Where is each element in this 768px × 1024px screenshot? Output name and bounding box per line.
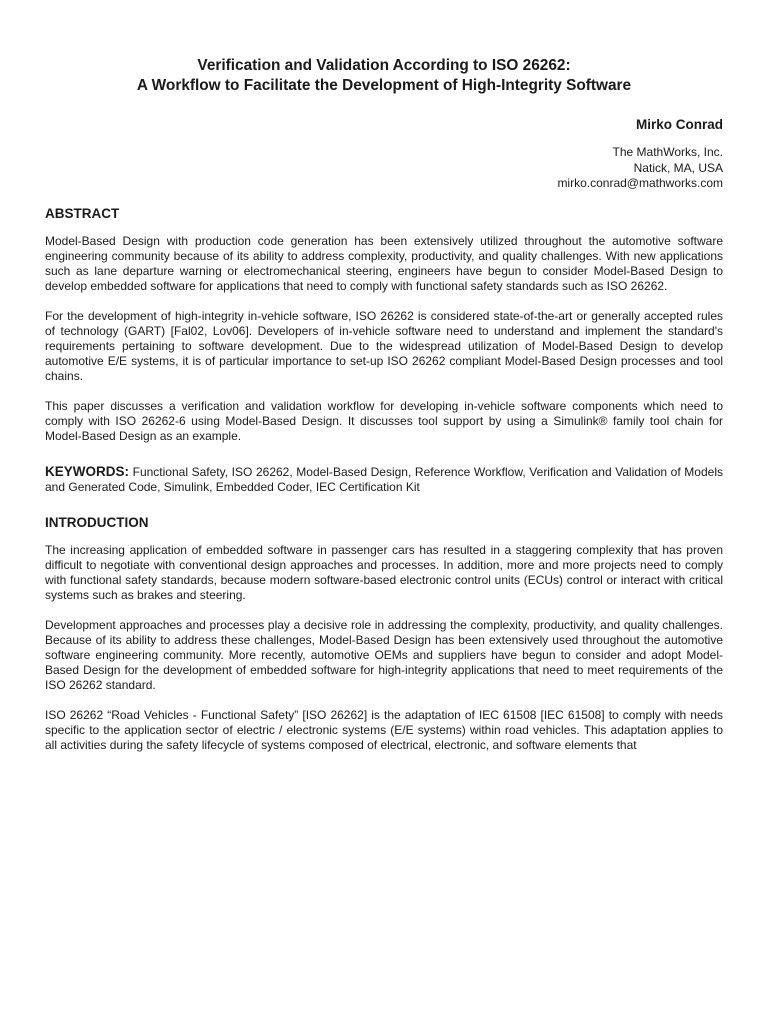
author-org: The MathWorks, Inc. (612, 145, 723, 159)
title-line-2: A Workflow to Facilitate the Development of High-Integrity Software (136, 77, 632, 94)
author-location: Natick, MA, USA (633, 160, 723, 175)
author-email: mirko.conrad@mathworks.com (557, 176, 723, 190)
introduction-paragraph-2: Development approaches and processes play a decisive role in addressing the complexity, productivity, and quality challenges. Because of its ability to address these challenges, Model-Based Design has been extensively used throughout the automotive software engineering community. More recently, automotive OEMs and suppliers have begun to consider and adopt Model-Based Design for the development of embedded software for high-integrity applications that need to meet requirements of the ISO 26262 standard. (45, 617, 723, 692)
keywords-paragraph (45, 464, 723, 495)
abstract-paragraph-2: For the development of high-integrity in-vehicle software, ISO 26262 is considered state-of-the-art or generally accepted rules of technology (GART) [Fal02, Lov06]. Developers of in-vehicle software need to understand and implement the standard's requirements pertaining to software development. Due to the widespread utilization of Model-Based Design to develop automotive E/E systems, it is of particular importance to set-up ISO 26262 compliant Model-Based Design processes and tool chains. (45, 308, 723, 383)
introduction-heading: INTRODUCTION (45, 514, 149, 530)
introduction-paragraph-1: The increasing application of embedded software in passenger cars has resulted in a staggering complexity that has proven difficult to negotiate with conventional design approaches and processes. In addition, more and more projects need to comply with functional safety standards, because modern software-based electronic control units (ECUs) control or interact with critical systems such as brakes and steering. (45, 542, 723, 602)
title-line-1: Verification and Validation According to ISO 26262: (197, 57, 571, 74)
author-name: Mirko Conrad (635, 117, 723, 132)
paper-page (45, 56, 723, 753)
abstract-paragraph-3: This paper discusses a verification and validation workflow for developing in-vehicle software components which need to comply with ISO 26262-6 using Model-Based Design. It discusses tool support by using a Simulink® family tool chain for Model-Based Design as an example. (45, 398, 723, 443)
paper-title (45, 56, 723, 96)
introduction-paragraph-3: ISO 26262 “Road Vehicles - Functional Safety” [ISO 26262] is the adaptation of IEC 61508 [IEC 61508] to comply with needs specific to the application sector of electric / electronic systems (E/E systems) within road vehicles. This adaptation applies to all activities during the safety lifecycle of systems composed of electrical, electronic, and software elements that (45, 707, 723, 752)
author-affiliation (45, 145, 723, 192)
abstract-paragraph-1: Model-Based Design with production code generation has been extensively utilized throughout the automotive software engineering community because of its ability to address complexity, productivity, and quality challenges. With new applications such as lane departure warning or electromechanical steering, engineers have begun to consider Model-Based Design to develop embedded software for applications that need to comply with functional safety standards such as ISO 26262. (45, 233, 723, 293)
keywords-text: Functional Safety, ISO 26262, Model-Based Design, Reference Workflow, Verification and Validation of Models and Generated Code, Simulink, Embedded Coder, IEC Certification Kit (45, 464, 723, 494)
keywords-label: KEYWORDS: (45, 463, 129, 479)
abstract-heading: ABSTRACT (45, 205, 120, 221)
